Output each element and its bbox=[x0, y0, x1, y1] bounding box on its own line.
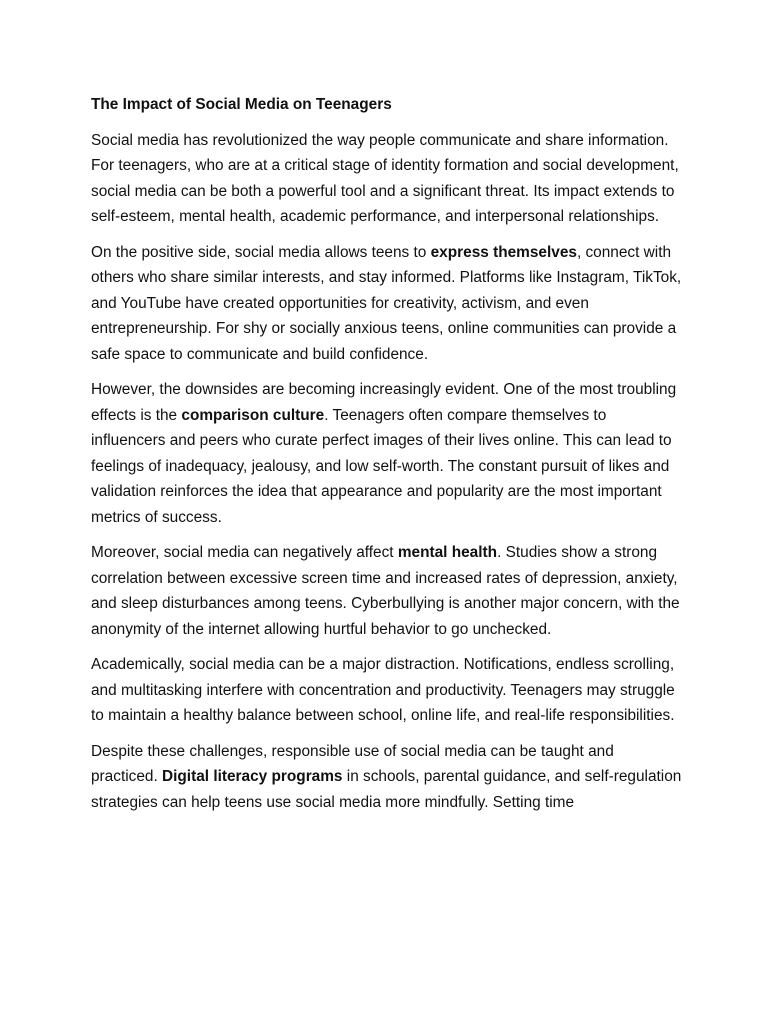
paragraph-text: Despite these challenges, responsible use of social media can be taught and practiced. bbox=[91, 742, 614, 785]
paragraph-text: in schools, parental guidance, and self-regulation strategies can help teens use social media more mindfully. Setting time bbox=[91, 768, 682, 811]
paragraph-text: . Teenagers often compare themselves to influencers and peers who curate perfect images of their lives online. This can lead to feelings of inadequacy, jealousy, and low self-worth. The constant pursuit of likes and validation reinforces the idea that appearance and popularity are the most important metrics of success. bbox=[91, 406, 672, 526]
paragraph-text: , connect with others who share similar interests, and stay informed. Platforms like Instagram, TikTok, and YouTube have created opportunities for creativity, activism, and even entrepreneurship. For shy or socially anxious teens, online communities can provide a safe space to communicate and build confidence. bbox=[91, 243, 682, 363]
paragraph-text: However, the downsides are becoming increasingly evident. One of the most troubling effects is the bbox=[91, 381, 677, 424]
paragraph-intro: Social media has revolutionized the way people communicate and share information. For teenagers, who are at a critical stage of identity formation and social development, social media can be both a powerful tool and a significant threat. Its impact extends to self-esteem, mental health, academic performance, and interpersonal relationships. bbox=[91, 131, 679, 225]
bold-phrase-digital-literacy-programs: Digital literacy programs bbox=[162, 768, 343, 785]
bold-phrase-mental-health: mental health bbox=[397, 544, 498, 561]
paragraph-text: . Studies show a strong correlation between excessive screen time and increased rates of depression, anxiety, and sleep disturbances among teens. Cyberbullying is another major concern, with the anonymity of the internet allowing hurtful behavior to go unchecked. bbox=[91, 544, 680, 638]
paragraph-comparison-culture bbox=[91, 377, 683, 530]
bold-phrase-comparison-culture: comparison culture bbox=[181, 406, 325, 424]
paragraph-digital-literacy bbox=[91, 739, 683, 816]
paragraph-mental-health bbox=[91, 540, 683, 642]
paragraph-text: Moreover, social media can negatively affect bbox=[91, 544, 398, 561]
paragraph-text: On the positive side, social media allows teens to bbox=[91, 243, 431, 261]
document-title: The Impact of Social Media on Teenagers bbox=[91, 96, 392, 113]
paragraph-positive-side bbox=[91, 240, 683, 368]
document-page bbox=[91, 92, 683, 825]
bold-phrase-express-themselves: express themselves bbox=[430, 243, 577, 261]
paragraph-academic: Academically, social media can be a major distraction. Notifications, endless scrolling, and multitasking interfere with concentration and productivity. Teenagers may struggle to maintain a healthy balance between school, online life, and real-life responsibilities. bbox=[91, 656, 675, 724]
